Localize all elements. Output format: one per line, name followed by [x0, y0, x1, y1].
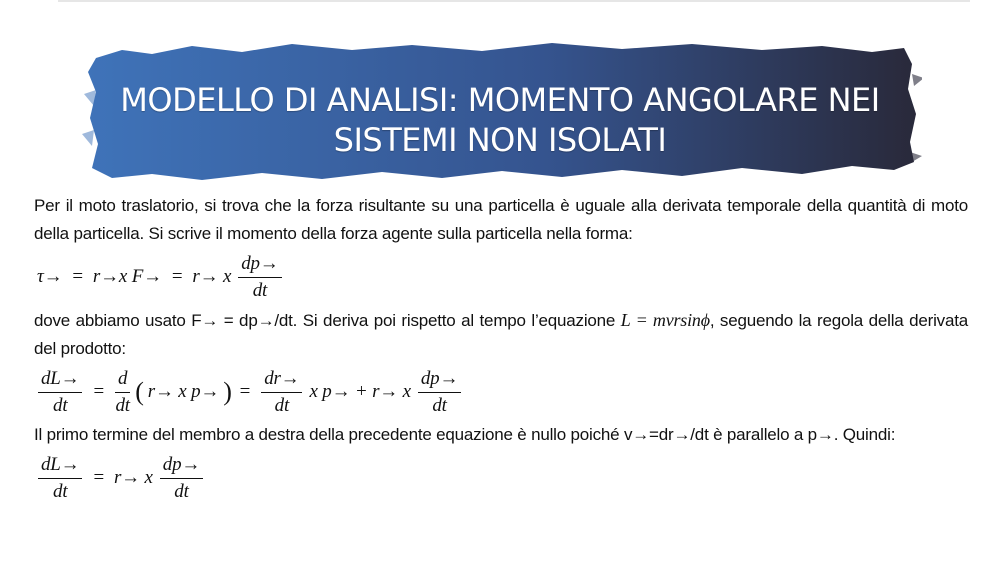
- eq3-fraction: [160, 454, 203, 503]
- content-body: [34, 192, 968, 507]
- paragraph-conclusion: Il primo termine del membro a destra della precedente equazione è nullo poiché v→=dr→/dt è parallelo a p→. Quindi:: [34, 425, 896, 444]
- title-line-2: SISTEMI NON ISOLATI: [333, 121, 667, 159]
- eq2-paren-close: ): [223, 377, 232, 406]
- eq1-numerator: dp→: [238, 253, 281, 278]
- eq1-equals-2: =: [171, 266, 183, 287]
- eq1-tau: τ→: [37, 266, 63, 287]
- page-title: [95, 80, 905, 160]
- eq2-dr-fraction: [261, 368, 302, 417]
- eq2-dp-numerator: dp→: [418, 368, 461, 393]
- eq3-denominator: dt: [174, 480, 189, 502]
- equation-torque: [34, 248, 968, 306]
- para2-inline-equation: L = mvrsinϕ: [620, 310, 710, 330]
- eq2-lhs-fraction: [38, 368, 82, 417]
- eq2-d-denominator: dt: [115, 394, 130, 416]
- eq3-equals: =: [93, 467, 104, 488]
- eq1-cross-product: r→x F→: [92, 266, 162, 287]
- paragraph-intro: Per il moto traslatorio, si trova che la forza risultante su una particella è uguale alla derivata temporale della quantità di moto della particella. Si scrive il momento della forza agente sulla particella nella forma:: [34, 196, 968, 243]
- eq2-inner-product: r→ x p→: [147, 381, 220, 402]
- eq2-lhs-numerator: dL→: [38, 368, 82, 393]
- eq2-d-numerator: d: [115, 368, 130, 393]
- para2-text-before: dove abbiamo usato F→ = dp→/dt. Si deriva poi rispetto al tempo l’equazione: [34, 311, 621, 330]
- eq2-equals-2: =: [239, 381, 251, 402]
- eq3-lhs-numerator: dL→: [38, 454, 82, 479]
- eq2-dr-denominator: dt: [274, 394, 290, 416]
- equation-result: [34, 449, 968, 507]
- eq3-lhs-denominator: dt: [53, 480, 68, 502]
- eq1-r-cross: r→ x: [192, 266, 232, 287]
- eq2-middle-terms: x p→ + r→ x: [309, 381, 411, 402]
- eq2-d-dt-fraction: [115, 368, 130, 417]
- eq1-fraction: [238, 253, 281, 302]
- eq2-dr-numerator: dr→: [261, 368, 302, 393]
- eq3-numerator: dp→: [160, 454, 203, 479]
- top-divider: [58, 0, 970, 2]
- paragraph-derivation: [34, 306, 968, 363]
- title-line-1: MODELLO DI ANALISI: MOMENTO ANGOLARE NEI: [120, 81, 880, 119]
- eq2-lhs-denominator: dt: [53, 394, 68, 416]
- eq2-dp-fraction: [418, 368, 461, 417]
- eq1-denominator: dt: [252, 279, 268, 301]
- eq2-paren-open: (: [135, 377, 144, 406]
- eq3-lhs-fraction: [38, 454, 82, 503]
- eq1-equals-1: =: [72, 266, 83, 287]
- eq2-equals-1: =: [93, 381, 104, 402]
- eq2-dp-denominator: dt: [432, 394, 447, 416]
- equation-product-rule: [34, 363, 968, 421]
- eq3-r-cross: r→ x: [113, 467, 153, 488]
- para2-text-after: , seguendo la regola della derivata del prodotto:: [34, 311, 969, 358]
